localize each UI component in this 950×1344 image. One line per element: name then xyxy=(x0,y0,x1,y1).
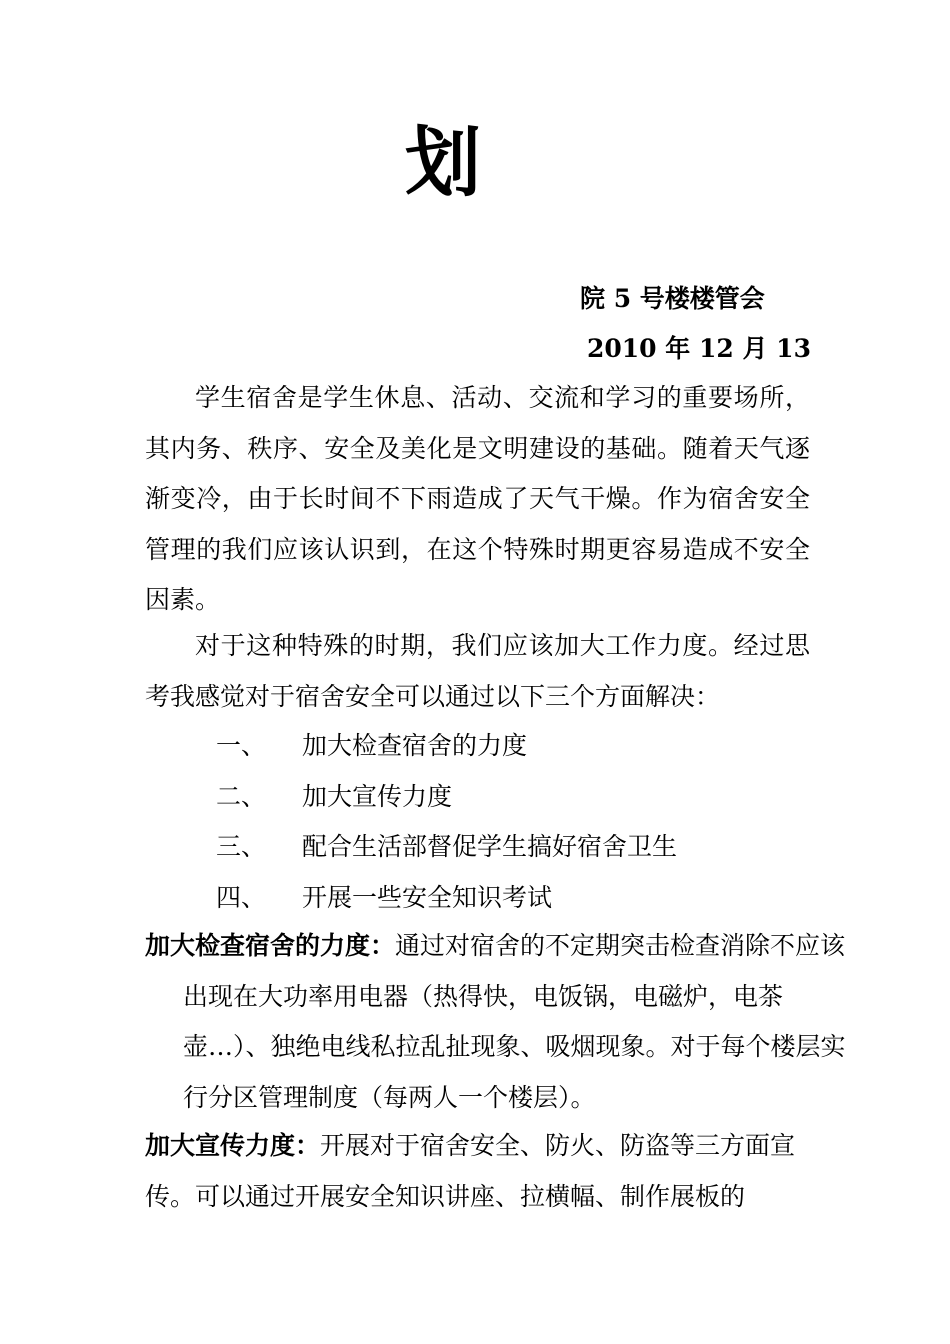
list-item-text: 加大检查宿舍的力度 xyxy=(302,731,528,760)
paragraph-approach: 对于这种特殊的时期，我们应该加大工作力度。经过思考我感觉对于宿舍安全可以通过以下三个方面解决： xyxy=(145,631,810,711)
measures-list xyxy=(216,721,677,923)
list-item-number: 四、 xyxy=(216,882,267,912)
section-heading: 加大宣传力度： xyxy=(145,1131,321,1160)
list-item-number: 三、 xyxy=(216,832,267,861)
list-item xyxy=(216,873,677,924)
list-item-number: 二、 xyxy=(216,781,267,811)
list-item xyxy=(216,721,677,772)
document-date: 2010 年 12 月 13 xyxy=(587,334,811,363)
list-item-text: 开展一些安全知识考试 xyxy=(302,882,553,912)
list-item xyxy=(216,772,677,823)
list-item-text: 配合生活部督促学生搞好宿舍卫生 xyxy=(302,832,678,861)
organization-name: 院 5 号楼楼管会 xyxy=(580,284,765,313)
section-text: 开展对于宿舍安全、防火、防盗等三方面宣传。可以通过开展安全知识讲座、拉横幅、制作展板的 xyxy=(145,1131,796,1211)
list-item-text: 加大宣传力度 xyxy=(302,781,453,811)
section-inspection xyxy=(145,921,848,1123)
list-item xyxy=(216,822,677,873)
section-publicity xyxy=(145,1121,810,1222)
section-heading: 加大检查宿舍的力度： xyxy=(145,931,396,960)
list-item-number: 一、 xyxy=(216,731,267,760)
section-text: 通过对宿舍的不定期突击检查消除不应该出现在大功率用电器（热得快，电饭锅，电磁炉，电茶壶…）、独绝电线私拉乱扯现象、吸烟现象。对于每个楼层实行分区管理制度（每两人一个楼层）。 xyxy=(183,931,846,1112)
document-title: 划 xyxy=(405,118,481,207)
paragraph-intro: 学生宿舍是学生休息、活动、交流和学习的重要场所，其内务、秩序、安全及美化是文明建设的基础。随着天气逐渐变冷，由于长时间不下雨造成了天气干燥。作为宿舍安全管理的我们应该认识到，在这个特殊时期更容易造成不安全因素。 xyxy=(145,383,810,614)
